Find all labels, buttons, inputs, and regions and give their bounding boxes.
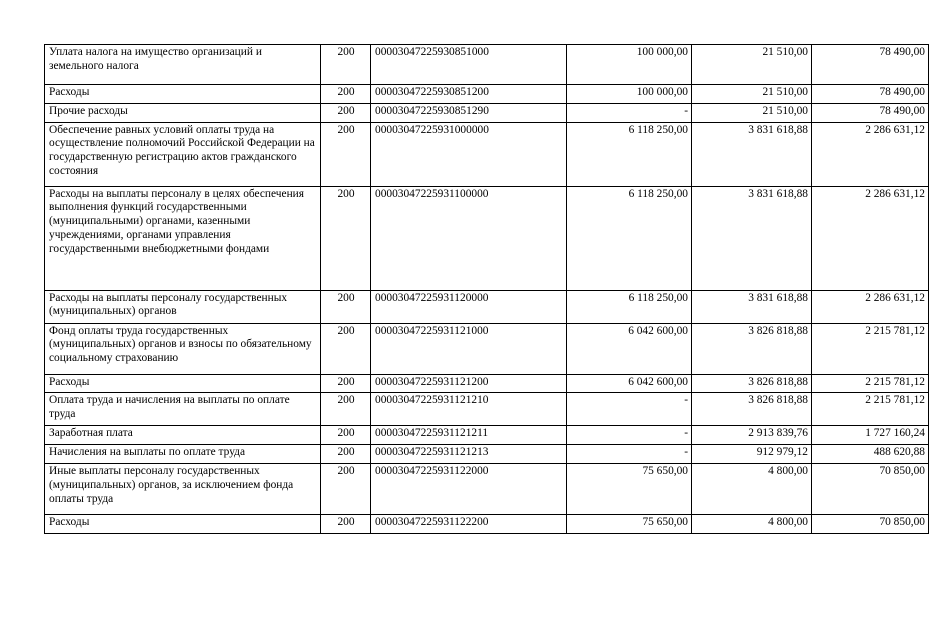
- row-approved-cell: 75 650,00: [567, 514, 692, 533]
- row-executed-cell: 21 510,00: [692, 45, 812, 85]
- row-approved-cell: 6 118 250,00: [567, 122, 692, 186]
- row-name-cell: Уплата налога на имущество организаций и земельного налога: [45, 45, 321, 85]
- row-unexecuted-cell: 1 727 160,24: [812, 426, 929, 445]
- table-row: [45, 290, 929, 323]
- row-kbk-cell: 00003047225931100000: [371, 186, 567, 290]
- row-kbk-cell: 00003047225931000000: [371, 122, 567, 186]
- row-kbk-cell: 00003047225931120000: [371, 290, 567, 323]
- row-name-cell: Обеспечение равных условий оплаты труда на осуществление полномочий Российской Федерации на государственную регистрацию актов гражданского состояния: [45, 122, 321, 186]
- row-approved-cell: -: [567, 103, 692, 122]
- row-executed-cell: 4 800,00: [692, 463, 812, 514]
- row-kbk-cell: 00003047225930851200: [371, 85, 567, 104]
- row-name-cell: Расходы на выплаты персоналу в целях обеспечения выполнения функций государственными (муниципальными) органами, казенными учреждениями, органами управления государственными внебюджетными фондами: [45, 186, 321, 290]
- row-code-cell: 200: [321, 85, 371, 104]
- row-name-cell: Фонд оплаты труда государственных (муниципальных) органов и взносы по обязательному социальному страхованию: [45, 323, 321, 374]
- row-unexecuted-cell: 2 215 781,12: [812, 323, 929, 374]
- row-code-cell: 200: [321, 514, 371, 533]
- row-code-cell: 200: [321, 445, 371, 464]
- row-kbk-cell: 00003047225931121210: [371, 393, 567, 426]
- row-approved-cell: 6 042 600,00: [567, 374, 692, 393]
- row-executed-cell: 912 979,12: [692, 445, 812, 464]
- row-code-cell: 200: [321, 374, 371, 393]
- row-executed-cell: 3 826 818,88: [692, 374, 812, 393]
- row-name-cell: Оплата труда и начисления на выплаты по оплате труда: [45, 393, 321, 426]
- row-executed-cell: 3 826 818,88: [692, 393, 812, 426]
- row-code-cell: 200: [321, 122, 371, 186]
- row-name-cell: Прочие расходы: [45, 103, 321, 122]
- table-row: [45, 374, 929, 393]
- row-unexecuted-cell: 2 215 781,12: [812, 393, 929, 426]
- table-row: [45, 463, 929, 514]
- row-executed-cell: 3 831 618,88: [692, 186, 812, 290]
- row-unexecuted-cell: 78 490,00: [812, 45, 929, 85]
- table-row: [45, 445, 929, 464]
- table-row: [45, 514, 929, 533]
- row-approved-cell: 6 118 250,00: [567, 290, 692, 323]
- row-code-cell: 200: [321, 323, 371, 374]
- row-name-cell: Начисления на выплаты по оплате труда: [45, 445, 321, 464]
- table-row: [45, 122, 929, 186]
- row-name-cell: Расходы: [45, 374, 321, 393]
- table-row: [45, 393, 929, 426]
- row-unexecuted-cell: 2 215 781,12: [812, 374, 929, 393]
- row-approved-cell: -: [567, 445, 692, 464]
- row-name-cell: Заработная плата: [45, 426, 321, 445]
- row-approved-cell: 6 118 250,00: [567, 186, 692, 290]
- table-row: [45, 426, 929, 445]
- row-unexecuted-cell: 70 850,00: [812, 514, 929, 533]
- row-executed-cell: 3 831 618,88: [692, 122, 812, 186]
- row-executed-cell: 21 510,00: [692, 103, 812, 122]
- row-code-cell: 200: [321, 290, 371, 323]
- row-approved-cell: -: [567, 426, 692, 445]
- table-row: [45, 323, 929, 374]
- row-executed-cell: 3 826 818,88: [692, 323, 812, 374]
- row-executed-cell: 2 913 839,76: [692, 426, 812, 445]
- row-unexecuted-cell: 2 286 631,12: [812, 186, 929, 290]
- row-unexecuted-cell: 78 490,00: [812, 103, 929, 122]
- row-approved-cell: 100 000,00: [567, 45, 692, 85]
- row-executed-cell: 4 800,00: [692, 514, 812, 533]
- row-approved-cell: 6 042 600,00: [567, 323, 692, 374]
- budget-execution-table: [44, 44, 929, 534]
- row-kbk-cell: 00003047225931122200: [371, 514, 567, 533]
- row-kbk-cell: 00003047225931122000: [371, 463, 567, 514]
- row-kbk-cell: 00003047225931121200: [371, 374, 567, 393]
- table-row: [45, 186, 929, 290]
- row-code-cell: 200: [321, 463, 371, 514]
- row-code-cell: 200: [321, 426, 371, 445]
- row-kbk-cell: 00003047225931121000: [371, 323, 567, 374]
- row-name-cell: Иные выплаты персоналу государственных (муниципальных) органов, за исключением фонда оплаты труда: [45, 463, 321, 514]
- table-body: [45, 45, 929, 534]
- row-kbk-cell: 00003047225930851000: [371, 45, 567, 85]
- row-code-cell: 200: [321, 186, 371, 290]
- row-unexecuted-cell: 2 286 631,12: [812, 290, 929, 323]
- row-code-cell: 200: [321, 45, 371, 85]
- row-approved-cell: -: [567, 393, 692, 426]
- table-row: [45, 45, 929, 85]
- row-kbk-cell: 00003047225931121213: [371, 445, 567, 464]
- row-name-cell: Расходы на выплаты персоналу государственных (муниципальных) органов: [45, 290, 321, 323]
- row-code-cell: 200: [321, 103, 371, 122]
- table-row: [45, 103, 929, 122]
- row-unexecuted-cell: 2 286 631,12: [812, 122, 929, 186]
- row-unexecuted-cell: 70 850,00: [812, 463, 929, 514]
- row-kbk-cell: 00003047225931121211: [371, 426, 567, 445]
- row-unexecuted-cell: 488 620,88: [812, 445, 929, 464]
- row-code-cell: 200: [321, 393, 371, 426]
- row-executed-cell: 3 831 618,88: [692, 290, 812, 323]
- row-name-cell: Расходы: [45, 514, 321, 533]
- row-unexecuted-cell: 78 490,00: [812, 85, 929, 104]
- row-approved-cell: 100 000,00: [567, 85, 692, 104]
- row-executed-cell: 21 510,00: [692, 85, 812, 104]
- row-approved-cell: 75 650,00: [567, 463, 692, 514]
- row-name-cell: Расходы: [45, 85, 321, 104]
- row-kbk-cell: 00003047225930851290: [371, 103, 567, 122]
- table-row: [45, 85, 929, 104]
